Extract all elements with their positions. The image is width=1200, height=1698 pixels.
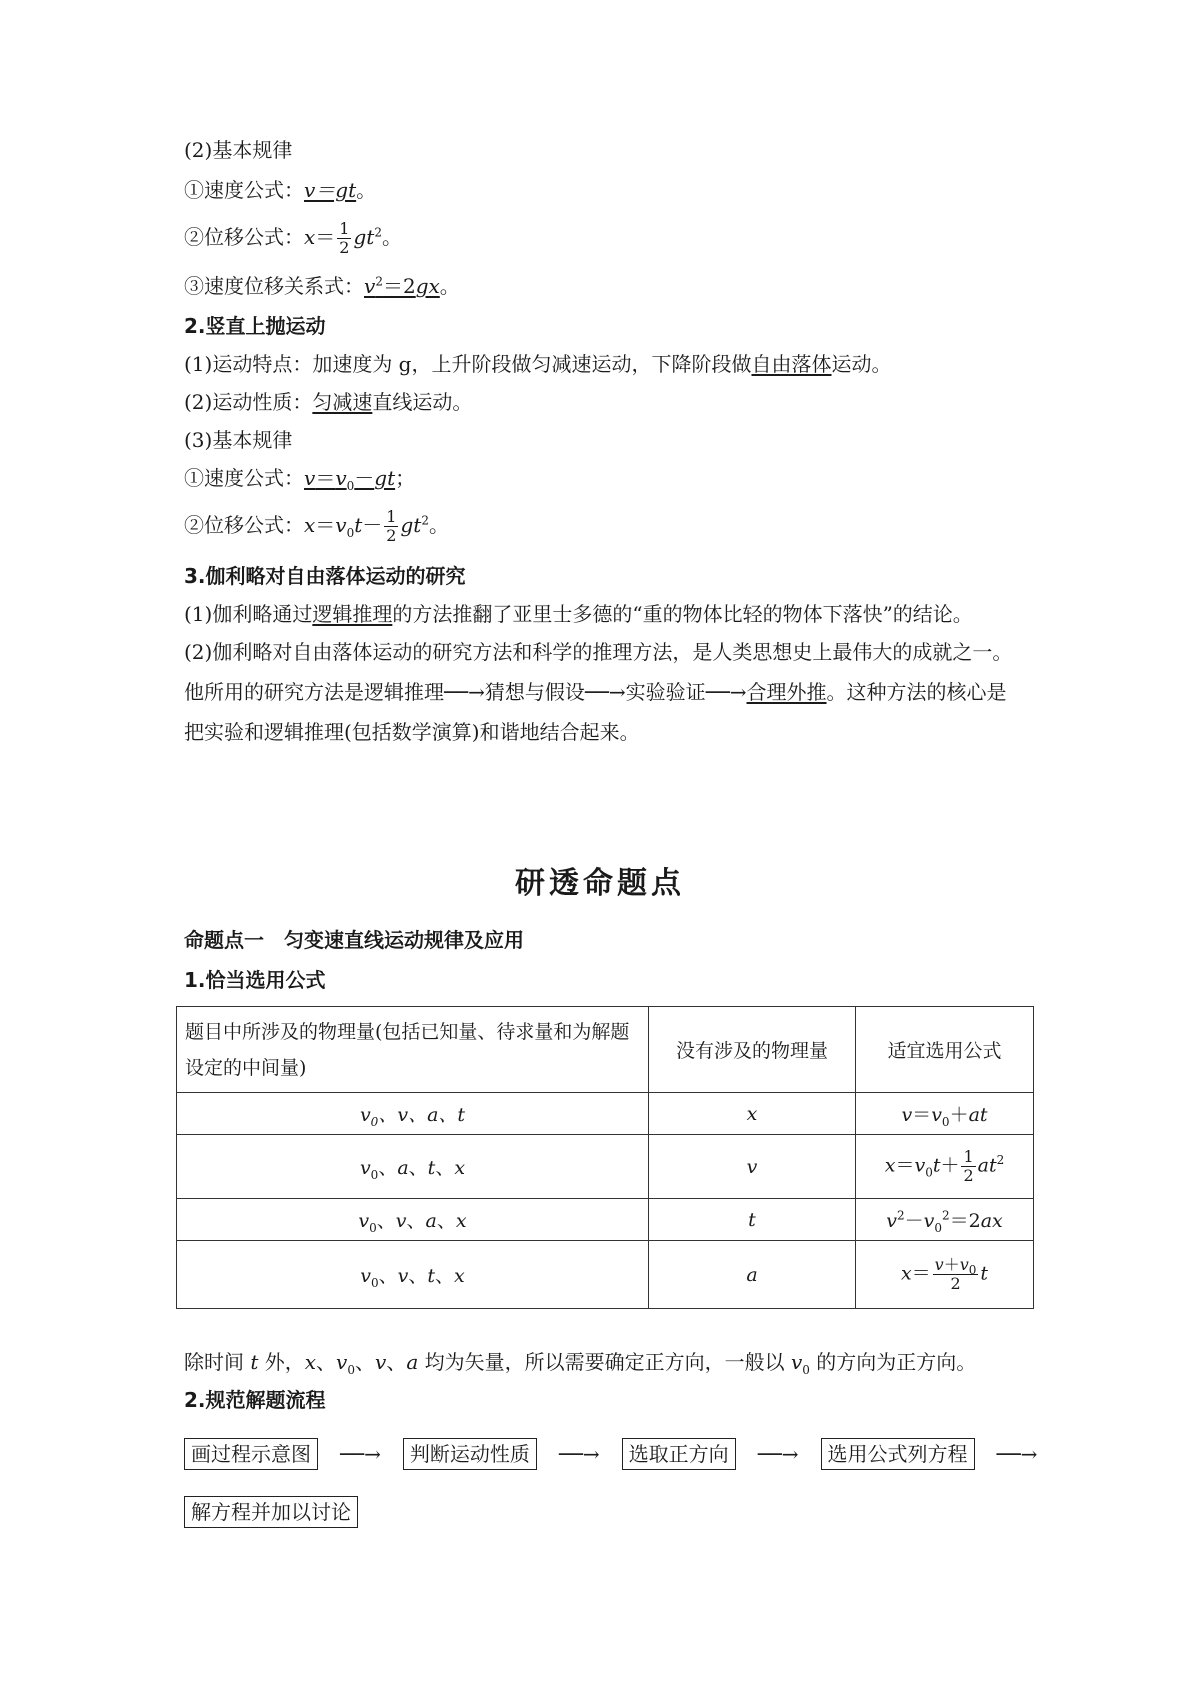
vertical-throw-velocity-line: ①速度公式：$v=v_0-gt$； <box>184 466 416 493</box>
table-cell-missing: x <box>649 1093 856 1135</box>
reasonable-extrapolation-underline: 合理外推 <box>746 680 827 704</box>
table-cell-formula: x＝ $\frac{v+v_0}{2}$ t <box>856 1241 1034 1309</box>
velocity-label: ①速度公式： <box>184 178 304 202</box>
table-cell-missing: t <box>649 1199 856 1241</box>
table-row <box>177 1199 1034 1241</box>
logic-reasoning-underline: 逻辑推理 <box>312 602 393 626</box>
flow-arrow-icon: ──→ <box>558 1442 600 1466</box>
vector-note: 除时间 t 外，x、$v_0$、v、a 均为矢量，所以需要确定正方向，一般以 $v_0$ 的方向为正方向。 <box>184 1350 977 1377</box>
table-cell-missing: a <box>649 1241 856 1309</box>
velocity-displacement-label: ③速度位移关系式： <box>184 274 364 298</box>
vertical-throw-nature: (2)运动性质：匀减速直线运动。 <box>184 390 473 414</box>
flow-step-choose-direction: 选取正方向 <box>622 1438 736 1470</box>
table-header-quantities: 题目中所涉及的物理量(包括已知量、待求量和为解题设定的中间量) <box>177 1007 649 1093</box>
topic-title: 命题点一 匀变速直线运动规律及应用 <box>184 928 524 952</box>
table-header-row <box>177 1007 1034 1093</box>
topic-subheading-formula: 1.恰当选用公式 <box>184 968 326 992</box>
formula-selection-table <box>176 1006 1034 1309</box>
flow-step-judge-motion: 判断运动性质 <box>403 1438 537 1470</box>
flow-arrow-icon: ──→ <box>996 1442 1038 1466</box>
displacement-label: ②位移公式： <box>184 225 304 249</box>
solving-flow-row-1 <box>184 1438 1059 1470</box>
table-cell-quantities: $v_0$、v、a、x <box>177 1199 649 1241</box>
fraction-one-half: $\frac{1}{2}$ <box>339 219 350 257</box>
vertical-velocity-formula: $v=v_0-gt$ <box>304 466 396 493</box>
table-cell-quantities: $v_0$、v、t、x <box>177 1241 649 1309</box>
feature-underline: 自由落体 <box>751 352 832 376</box>
table-header-missing: 没有涉及的物理量 <box>649 1007 856 1093</box>
flow-arrow-icon: ──→ <box>757 1442 799 1466</box>
table-cell-quantities: $v_0$、v、a、t <box>177 1093 649 1135</box>
table-header-formula: 适宜选用公式 <box>856 1007 1034 1093</box>
table-row <box>177 1241 1034 1309</box>
nature-underline: 匀减速 <box>312 390 373 414</box>
velocity-displacement-formula: $v^2=2gx$ <box>364 274 440 298</box>
table-cell-formula: $x=v_0t+$ $\frac{1}{2}$ $at^2$ <box>856 1135 1034 1199</box>
fraction-one-half-2: $\frac{1}{2}$ <box>386 507 397 545</box>
free-fall-velocity-displacement-line: ③速度位移关系式：$v^2=2gx$。 <box>184 274 460 298</box>
table-row <box>177 1093 1034 1135</box>
flow-arrow-icon: ──→ <box>340 1442 381 1466</box>
flow-step-solve-discuss: 解方程并加以讨论 <box>184 1496 358 1528</box>
solving-flow-row-2 <box>184 1496 358 1528</box>
flow-step-select-formula: 选用公式列方程 <box>821 1438 975 1470</box>
velocity-formula: v＝gt <box>304 178 357 202</box>
galileo-heading: 3.伽利略对自由落体运动的研究 <box>184 564 466 588</box>
free-fall-rules-heading: (2)基本规律 <box>184 138 293 162</box>
free-fall-displacement-line: ②位移公式：x＝ $\frac{1}{2}$ $gt^2$。 <box>184 219 402 257</box>
table-cell-formula: $v=v_0+at$ <box>856 1093 1034 1135</box>
table-cell-formula: $v^2-v_0^2=2ax$ <box>856 1199 1034 1241</box>
table-row <box>177 1135 1034 1199</box>
galileo-paragraph-1: (1)伽利略通过逻辑推理的方法推翻了亚里士多德的“重的物体比轻的物体下落快”的结论。 <box>184 602 973 626</box>
vertical-throw-heading: 2.竖直上抛运动 <box>184 314 326 338</box>
free-fall-velocity-line: ①速度公式：v＝gt。 <box>184 178 377 202</box>
vertical-throw-feature: (1)运动特点：加速度为 g，上升阶段做匀减速运动，下降阶段做自由落体运动。 <box>184 352 892 376</box>
galileo-paragraph-2: (2)伽利略对自由落体运动的研究方法和科学的推理方法，是人类思想史上最伟大的成就之一。他所用的研究方法是逻辑推理──→猜想与假设──→实验验证──→合理外推。这种方法的核心是把实验和逻辑推理(包括数学演算)和谐地结合起来。 <box>184 640 1013 744</box>
vertical-throw-displacement-line: ②位移公式：$x=v_0t-$ $\frac{1}{2}$ $gt^2$。 <box>184 507 449 545</box>
table-cell-quantities: $v_0$、a、t、x <box>177 1135 649 1199</box>
section-title: 研透命题点 <box>515 866 685 901</box>
flow-heading: 2.规范解题流程 <box>184 1388 326 1412</box>
vertical-throw-rules-heading: (3)基本规律 <box>184 428 293 452</box>
table-cell-missing: v <box>649 1135 856 1199</box>
flow-step-draw-diagram: 画过程示意图 <box>184 1438 318 1470</box>
